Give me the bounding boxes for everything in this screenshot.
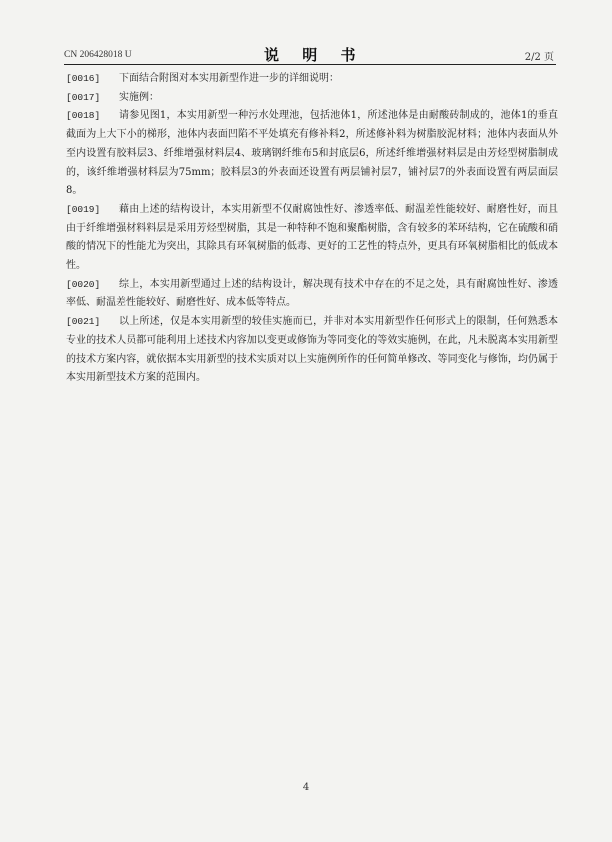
paragraph-text: 藉由上述的结构设计，本实用新型不仅耐腐蚀性好、渗透率低、耐温差性能较好、耐磨性好，而且由于纤维增强材料料层是采用芳烃型树脂，其是一种特种不饱和聚酯树脂，含有较多的苯环结构，它在硫酸和硝酸的情况下的性能尤为突出，其除具有环氧树脂的低毒、更好的工艺性的特点外，更具有环氧树脂相比的低成本性。 bbox=[66, 203, 558, 272]
header-divider bbox=[64, 64, 556, 65]
paragraph-0017 bbox=[66, 89, 558, 108]
paragraph-number: [0020] bbox=[66, 278, 101, 290]
paragraph-0020 bbox=[66, 276, 558, 313]
description-body bbox=[66, 70, 558, 388]
paragraph-number: [0021] bbox=[66, 316, 101, 328]
paragraph-number: [0016] bbox=[66, 73, 101, 84]
paragraph-text: 以上所述，仅是本实用新型的较佳实施而已，并非对本实用新型作任何形式上的限制，任何熟悉本专业的技术人员都可能利用上述技术内容加以变更或修饰为等同变化的等效实施例，在此，凡未脱离本实用新型的技术方案内容，就依据本实用新型的技术实质对以上实施例所作的任何简单修改、等同变化与修饰，均仍属于本实用新型技术方案的范围内。 bbox=[66, 316, 558, 384]
paragraph-number: [0018] bbox=[66, 110, 101, 122]
page-number: 4 bbox=[302, 782, 310, 793]
document-number: CN 206428018 U bbox=[64, 50, 132, 60]
paragraph-number: [0019] bbox=[66, 203, 101, 215]
page-title: 说 明 书 bbox=[264, 46, 365, 64]
page-indicator: 2/2 页 bbox=[524, 52, 554, 63]
paragraph-0016 bbox=[66, 70, 558, 89]
paragraph-0019 bbox=[66, 201, 558, 276]
paragraph-0018 bbox=[66, 107, 558, 201]
paragraph-number: [0017] bbox=[66, 91, 101, 103]
paragraph-text: 请参见图1，本实用新型一种污水处理池，包括池体1，所述池体是由耐酸砖制成的，池体1的垂直截面为上大下小的梯形，池体内表面凹陷不平处填充有修补料2，所述修补料为树脂胶泥材料；池体内表面从外至内设置有胶料层3、纤维增强材料层4、玻璃钢纤维布5和封底层6，所述纤维增强材料层是由芳烃型树脂制成的，该纤维增强材料层为75mm；胶料层3的外表面还设置有两层铺衬层7，铺衬层7的外表面设置有两层面层8。 bbox=[66, 110, 558, 197]
paragraph-text: 实施例： bbox=[119, 91, 159, 103]
paragraph-0021 bbox=[66, 313, 558, 388]
paragraph-text: 综上，本实用新型通过上述的结构设计，解决现有技术中存在的不足之处，具有耐腐蚀性好、渗透率低、耐温差性能较好、耐磨性好、成本低等特点。 bbox=[66, 278, 558, 309]
paragraph-text: 下面结合附图对本实用新型作进一步的详细说明： bbox=[119, 73, 339, 84]
